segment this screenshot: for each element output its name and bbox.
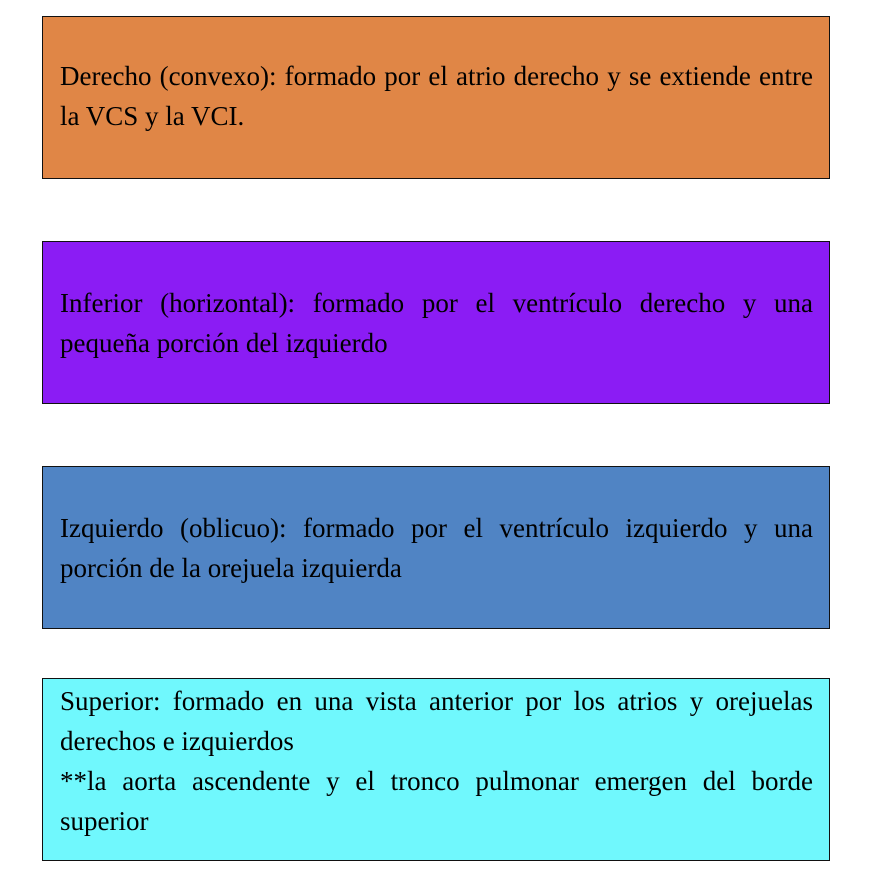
border-inferior-text: Inferior (horizontal): formado por el ventrículo derecho y una pequeña porción del izquierdo: [60, 288, 813, 358]
border-box-inferior: [42, 241, 830, 404]
border-box-left: [42, 466, 830, 629]
border-superior-note: **la aorta ascendente y el tronco pulmonar emergen del borde superior: [60, 766, 813, 836]
border-box-superior: [42, 678, 830, 861]
border-superior-text: Superior: formado en una vista anterior por los atrios y orejuelas derechos e izquierdos: [60, 686, 813, 756]
border-left-text: Izquierdo (oblicuo): formado por el ventrículo izquierdo y una porción de la orejuela izquierda: [60, 513, 813, 583]
border-right-text: Derecho (convexo): formado por el atrio derecho y se extiende entre la VCS y la VCI.: [60, 61, 813, 131]
border-box-right: [42, 16, 830, 179]
